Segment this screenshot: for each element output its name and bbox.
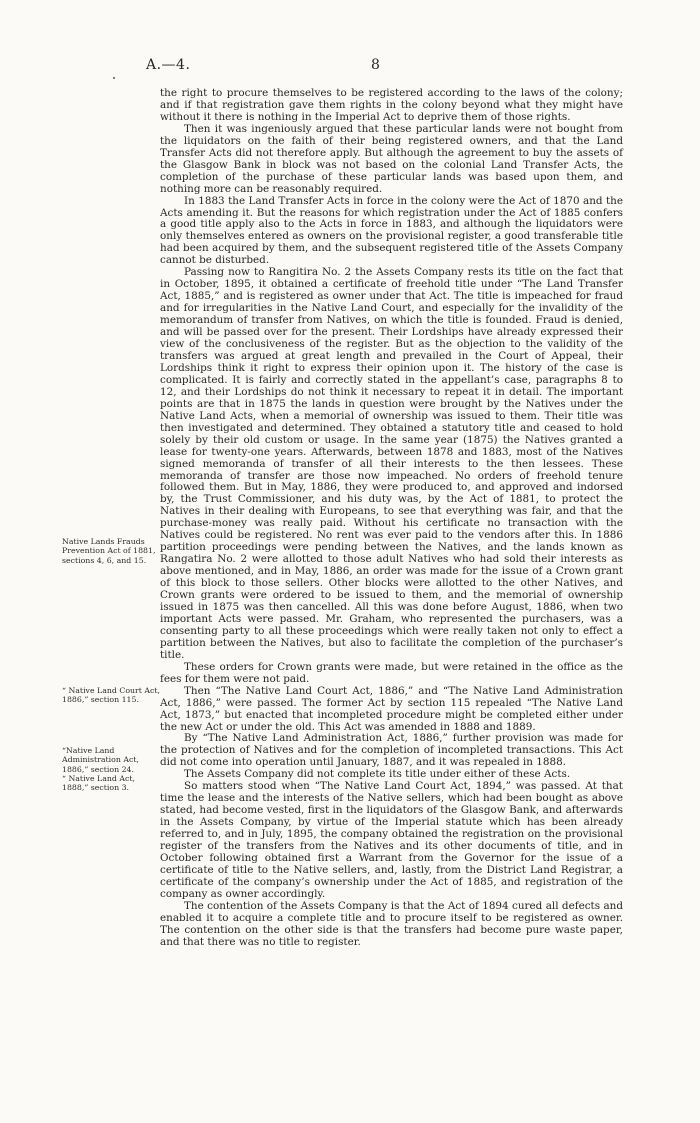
paragraph: By “The Native Land Administration Act, 1886,” further provision was made for the protection of Natives and for the completion of incompleted transactions. This Act did not come into operation until January, 1887, and it was repealed in 1888. <box>160 732 623 769</box>
paragraph: the right to procure themselves to be registered according to the laws of the colony; and if that registration gave them rights in the colony beyond what they might have without it there is nothing in the Imperial Act to deprive them of those rights. <box>160 87 623 123</box>
paragraph: The Assets Company did not complete its title under either of these Acts. <box>184 768 571 781</box>
paragraph: The contention of the Assets Company is that the Act of 1894 cured all defects and enabled it to acquire a complete title and to procure itself to be registered as owner. The contention on the other side is that the transfers had become pure waste paper, and that there was no title to register. <box>160 899 623 948</box>
paragraph: These orders for Crown grants were made, but were retained in the office as the fees for them were not paid. <box>160 660 623 685</box>
margin-mark <box>113 77 115 79</box>
body-text <box>160 88 623 949</box>
margin-note-native-land-court-act: “ Native Land Court Act, 1886,” section 115. <box>62 686 161 705</box>
paragraph: Then “The Native Land Court Act, 1886,” and “The Native Land Administration Act, 1886,” were passed. The former Act by section 115 repealed “The Native Land Act, 1873,” but enacted that incompleted procedure might be completed either under the new Act or under the old. This Act was amended in 1888 and 1889. <box>160 684 623 733</box>
page-header-ref: A.—4. <box>146 57 191 73</box>
margin-note-native-land-administration-act: “Native Land Administration Act, 1886,” section 24. <box>62 746 139 774</box>
margin-note-frauds-prevention-act: Native Lands Frauds Prevention Act of 1881, sections 4, 6, and 15. <box>62 537 156 565</box>
paragraph: In 1883 the Land Transfer Acts in force in the colony were the Act of 1870 and the Acts amending it. But the reasons for which registration under the Act of 1885 confers a good title apply also to the Acts in force in 1883, and although the liquidators were only themselves entered as owners on the provisional register, a good transferable title had been acquired by them, and the subsequent registered title of the Assets Company cannot be disturbed. <box>160 194 623 267</box>
paragraph: So matters stood when “The Native Land Court Act, 1894,” was passed. At that time the lease and the interests of the Native sellers, which had been bought as above stated, had become vested, first in the liquidators of the Glasgow Bank, and afterwards in the Assets Company, by virtue of the Imperial statute which has been already referred to, and in July, 1895, the company obtained the registration on the provisional register of the transfers from the Natives and its other documents of title, and in October following obtained first a Warrant from the Governor for the issue of a certificate of title to the Native sellers, and, lastly, from the District Land Registrar, a certificate of the company’s ownership under the Act of 1885, and registration of the company as owner accordingly. <box>160 780 623 900</box>
margin-note-native-land-act-1888: “ Native Land Act, 1888,” section 3. <box>62 774 135 793</box>
paragraph: Then it was ingeniously argued that these particular lands were not bought from the liquidators on the faith of their being registered owners, and that the Land Transfer Acts did not therefore apply. But although the agreement to buy the assets of the Glasgow Bank in block was not based on the colonial Land Transfer Acts, the completion of the purchase of these particular lands was based upon them, and nothing more can be reasonably required. <box>160 122 623 195</box>
page-number: 8 <box>371 57 380 73</box>
paragraph: Passing now to Rangitira No. 2 the Assets Company rests its title on the fact that in October, 1895, it obtained a certificate of freehold title under “The Land Transfer Act, 1885,” and is registered as owner under that Act. The title is impeached for fraud and for irregularities in the Native Land Court, and especially for the invalidity of the memorandum of transfer from Natives, on which the title is founded. Fraud is denied, and will be passed over for the present. Their Lordships have already expressed their view of the conclusiveness of the register. But as the objection to the validity of the transfers was argued at great length and prevailed in the Court of Appeal, their Lordships think it right to express their opinion upon it. The history of the case is complicated. It is fairly and correctly stated in the appellant’s case, paragraphs 8 to 12, and their Lordships do not think it necessary to repeat it in detail. The important points are that in 1875 the lands in question were brought by the Natives under the Native Land Acts, when a memorial of ownership was issued to them. Their title was then investigated and determined. They obtained a statutory title and ceased to hold solely by their old custom or usage. In the same year (1875) the Natives granted a lease for twenty-one years. Afterwards, between 1878 and 1883, most of the Natives signed memoranda of transfer of all their interests to the then lessees. These memoranda of transfer are those now impeached. No orders of freehold tenure followed them. But in May, 1886, they were produced to, and approved and indorsed by, the Trust Commissioner, and his duty was, by the Act of 1881, to protect the Natives in their dealing with Europeans, to see that everything was fair, and that the purchase-money was really paid. Without his certificate no transaction with the Natives could be registered. No rent was ever paid to the vendors after this. In 1886 partition proceedings were pending between the Natives, and the lands known as Rangatira No. 2 were allotted to those adult Natives who had sold their interests as above mentioned, and in May, 1886, an order was made for the issue of a Crown grant of this block to those sellers. Other blocks were allotted to the other Natives, and Crown grants were ordered to be issued to them, and the memorial of ownership issued in 1875 was then cancelled. All this was done before August, 1886, when two important Acts were passed. Mr. Graham, who represented the purchasers, was a consenting party to all these proceedings which were really taken not only to effect a partition between the Natives, but also to facilitate the completion of the purchaser’s title. <box>160 266 623 661</box>
